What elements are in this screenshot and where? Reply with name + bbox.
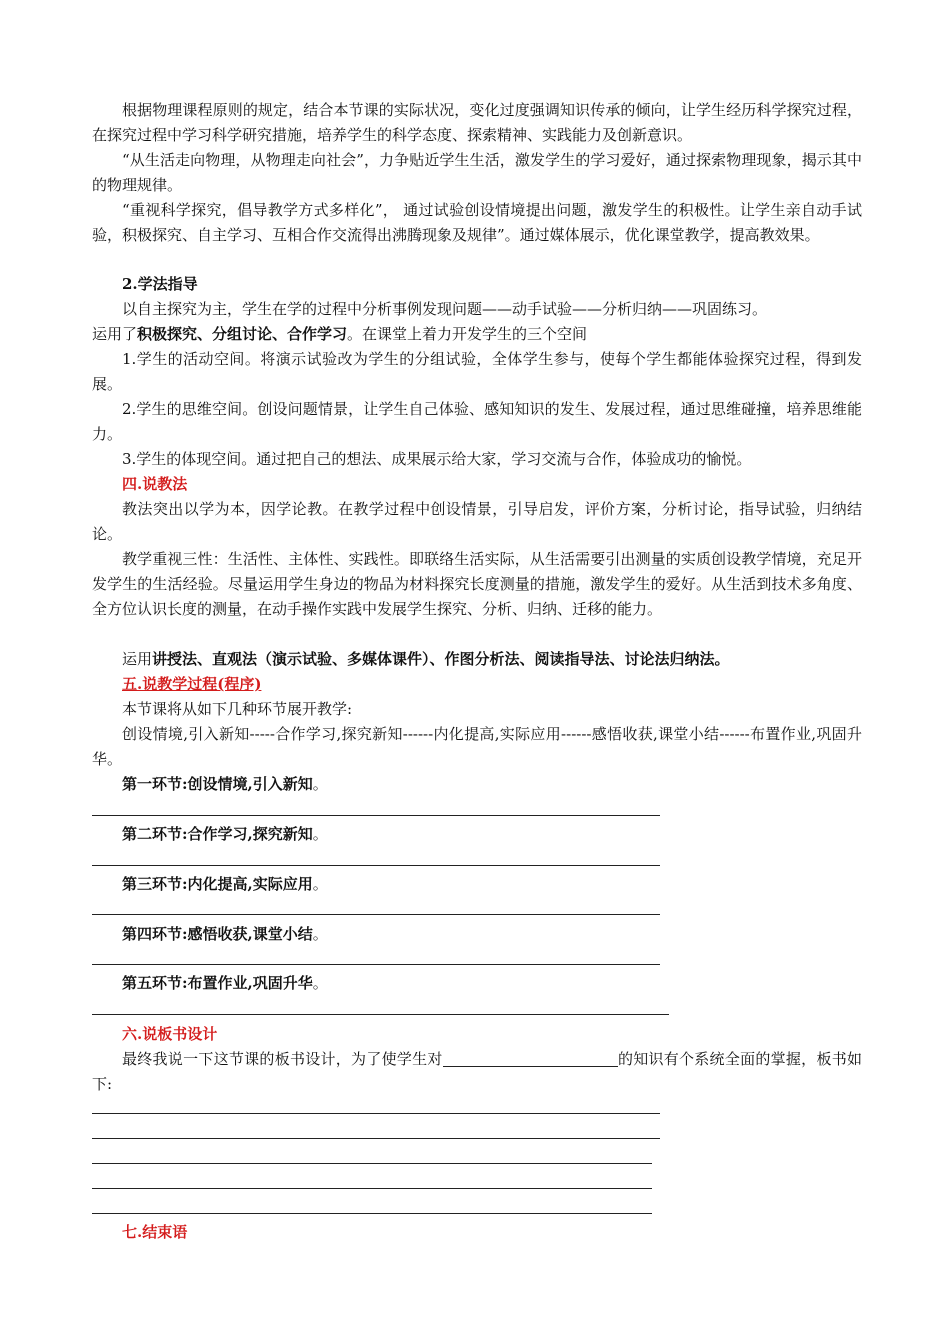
- step-3-answer-line: [92, 914, 660, 915]
- board-design-paragraph: 最终我说一下这节课的板书设计，为了使学生对 的知识有个系统全面的掌握，板书如下:: [92, 1050, 862, 1093]
- board-line-3: [92, 1163, 652, 1164]
- process-step-2: 第二环节:合作学习,探究新知。: [122, 825, 328, 843]
- process-step-4: 第四环节:感悟收获,课堂小结。: [122, 925, 328, 943]
- step-1-answer-line: [92, 815, 660, 816]
- board-design-heading: 六.说板书设计: [122, 1025, 218, 1043]
- board-line-5: [92, 1213, 652, 1214]
- process-heading: 五.说教学过程(程序): [122, 675, 262, 693]
- study-method-paragraph-2: 运用了积极探究、分组讨论、合作学习。在课堂上着力开发学生的三个空间: [92, 325, 588, 343]
- closing-heading: 七.结束语: [122, 1223, 188, 1241]
- teaching-method-paragraph-3: 运用讲授法、直观法（演示试验、多媒体课件）、作图分析法、阅读指导法、讨论法归纳法。: [122, 650, 730, 668]
- process-step-3: 第三环节:内化提高,实际应用。: [122, 875, 328, 893]
- study-method-item-3: 3.学生的体现空间。通过把自己的想法、成果展示给大家，学习交流与合作，体验成功的愉悦。: [122, 450, 752, 468]
- process-step-5: 第五环节:布置作业,巩固升华。: [122, 974, 328, 992]
- teaching-method-paragraph-2: 教学重视三性：生活性、主体性、实践性。即联络生活实际，从生活需要引出测量的实质创设教学情境，充足开发学生的生活经验。尽量运用学生身边的物品为材料探究长度测量的措施，激发学生的爱好。从生活到技术多角度、全方位认识长度的测量，在动手操作实践中发展学生探究、分析、归纳、迁移的能力。: [92, 550, 862, 618]
- study-method-heading: 2.学法指导: [122, 275, 198, 293]
- board-line-2: [92, 1138, 660, 1139]
- study-method-item-2: 2.学生的思维空间。创设问题情景，让学生自己体验、感知知识的发生、发展过程，通过思维碰撞，培养思维能力。: [92, 400, 862, 443]
- board-line-1: [92, 1113, 660, 1114]
- board-line-4: [92, 1188, 652, 1189]
- process-paragraph-1: 本节课将从如下几种环节展开教学:: [122, 700, 353, 718]
- step-5-answer-line: [92, 1014, 669, 1015]
- intro-paragraph-1: 根据物理课程原则的规定，结合本节课的实际状况，变化过度强调知识传承的倾向，让学生经历科学探究过程，在探究过程中学习科学研究措施，培养学生的科学态度、探索精神、实践能力及创新意识。: [92, 101, 862, 144]
- study-method-paragraph-1: 以自主探究为主，学生在学的过程中分析事例发现问题——动手试验——分析归纳——巩固练习。: [122, 300, 768, 318]
- teaching-method-heading: 四.说教法: [122, 475, 188, 493]
- intro-paragraph-3: “重视科学探究，倡导教学方式多样化”， 通过试验创设情境提出问题，激发学生的积极性。让学生亲自动手试验，积极探究、自主学习、互相合作交流得出沸腾现象及规律”。通过媒体展示，优化课堂教学，提高教效果。: [92, 201, 862, 244]
- study-method-item-1: 1.学生的活动空间。将演示试验改为学生的分组试验，全体学生参与，使每个学生都能体验探究过程，得到发展。: [92, 350, 862, 393]
- board-topic-blank[interactable]: [443, 1049, 618, 1067]
- step-2-answer-line: [92, 865, 660, 866]
- step-4-answer-line: [92, 964, 660, 965]
- process-step-1: 第一环节:创设情境,引入新知。: [122, 775, 328, 793]
- teaching-method-paragraph-1: 教法突出以学为本，因学论教。在教学过程中创设情景，引导启发，评价方案，分析讨论，指导试验，归纳结论。: [92, 500, 862, 543]
- intro-paragraph-2: “从生活走向物理，从物理走向社会”，力争贴近学生生活，激发学生的学习爱好，通过探索物理现象，揭示其中的物理规律。: [92, 151, 862, 194]
- process-paragraph-2: 创设情境,引入新知-----合作学习,探究新知------内化提高,实际应用------感悟收获,课堂小结------布置作业,巩固升华。: [92, 725, 862, 768]
